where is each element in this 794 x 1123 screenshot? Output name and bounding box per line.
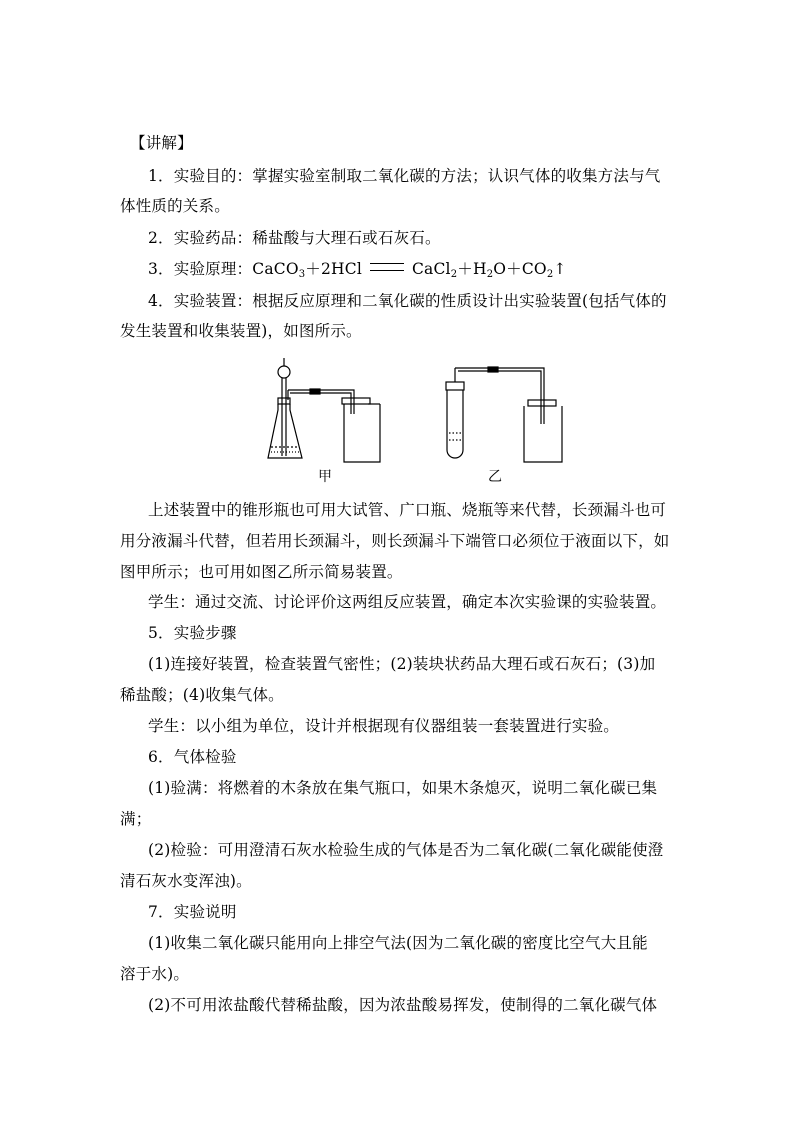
paragraph-line-1: 上述装置中的锥形瓶也可用大试管、广口瓶、烧瓶等来代替，长颈漏斗也可 — [148, 501, 667, 519]
apparatus-diagram — [262, 358, 582, 488]
student-note-2: 学生：以小组为单位，设计并根据现有仪器组装一套装置进行实验。 — [148, 717, 620, 735]
step-5-line-2: 稀盐酸；(4)收集气体。 — [120, 686, 284, 704]
figure-label-yi: 乙 — [488, 469, 502, 485]
paragraph-line-2: 用分液漏斗代替，但若用长颈漏斗，则长颈漏斗下端管口必须位于液面以下，如 — [120, 532, 670, 550]
item-4-line-1: 4．实验装置：根据反应原理和二氧化碳的性质设计出实验装置(包括气体的 — [148, 292, 667, 310]
step-5-line-1: (1)连接好装置，检查装置气密性；(2)装块状药品大理石或石灰石；(3)加 — [148, 655, 656, 673]
section-title: 【讲解】 — [130, 134, 193, 152]
equation-cacl: CaCl — [412, 260, 451, 278]
step-6-b-line-2: 清石灰水变浑浊)。 — [120, 872, 252, 890]
step-6-title: 6．气体检验 — [148, 748, 237, 766]
gas-jar-icon-right — [524, 400, 562, 462]
apparatus-figure — [262, 358, 582, 492]
item-1-line-2: 体性质的关系。 — [120, 197, 230, 215]
equation-sub-3: 2 — [486, 269, 494, 280]
step-5-title: 5．实验步骤 — [148, 624, 237, 642]
equation-hcl: ＋2HCl — [305, 260, 362, 278]
gas-arrow-icon: ↑ — [553, 260, 567, 278]
item-4-line-2: 发生装置和收集装置)，如图所示。 — [120, 322, 362, 340]
equation-co: O＋CO — [493, 260, 547, 278]
figure-label-jia: 甲 — [318, 469, 332, 485]
item-2-line: 2．实验药品：稀盐酸与大理石或石灰石。 — [148, 229, 441, 247]
step-7-b-line-1: (2)不可用浓盐酸代替稀盐酸，因为浓盐酸易挥发，使制得的二氧化碳气体 — [148, 996, 658, 1014]
equation-prefix: 3．实验原理：CaCO — [148, 260, 299, 278]
reaction-equation — [148, 259, 794, 279]
equation-sub-4: 2 — [546, 269, 554, 280]
equation-sub-1: 3 — [298, 269, 306, 280]
equals-sign-icon — [370, 263, 404, 271]
step-6-a-line-1: (1)验满：将燃着的木条放在集气瓶口，如果木条熄灭，说明二氧化碳已集 — [148, 779, 658, 797]
step-7-title: 7．实验说明 — [148, 903, 237, 921]
step-6-b-line-1: (2)检验：可用澄清石灰水检验生成的气体是否为二氧化碳(二氧化碳能使澄 — [148, 841, 664, 859]
step-7-a-line-2: 溶于水)。 — [120, 965, 190, 983]
conical-flask-icon — [268, 358, 354, 458]
step-6-a-line-2: 满； — [120, 810, 152, 828]
student-note-1: 学生：通过交流、讨论评价这两组反应装置，确定本次实验课的实验装置。 — [148, 593, 667, 611]
step-7-a-line-1: (1)收集二氧化碳只能用向上排空气法(因为二氧化碳的密度比空气大且能 — [148, 934, 648, 952]
test-tube-icon — [446, 367, 544, 458]
equation-h: ＋H — [457, 260, 487, 278]
paragraph-line-3: 图甲所示；也可用如图乙所示简易装置。 — [120, 563, 403, 581]
gas-jar-icon-left — [342, 398, 380, 462]
equation-sub-2: 2 — [450, 269, 458, 280]
item-1-line-1: 1．实验目的：掌握实验室制取二氧化碳的方法；认识气体的收集方法与气 — [148, 167, 661, 185]
